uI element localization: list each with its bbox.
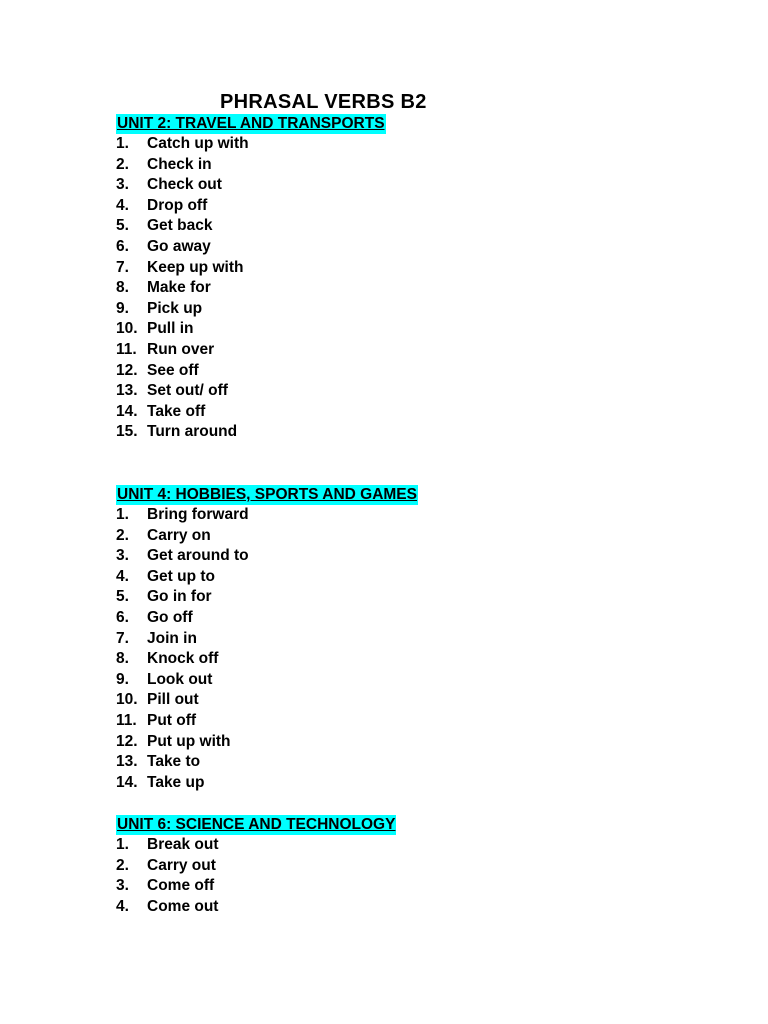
section-heading: UNIT 2: TRAVEL AND TRANSPORTS <box>117 115 385 132</box>
list-item-text: Put off <box>147 711 197 729</box>
list-item-number: 3. <box>116 176 129 194</box>
list-item-number: 4. <box>116 567 129 585</box>
section-heading: UNIT 6: SCIENCE AND TECHNOLOGY <box>117 816 396 833</box>
list-item-number: 9. <box>116 670 129 688</box>
list-item <box>116 856 676 877</box>
list-item-text: Bring forward <box>147 506 249 523</box>
list-item <box>116 752 676 773</box>
list-item-text: Check out <box>147 176 222 194</box>
list-item-number: 5. <box>116 588 129 606</box>
list-item <box>116 361 676 382</box>
phrasal-verb-list <box>116 835 676 917</box>
list-item-text: Come out <box>147 897 219 915</box>
list-item-text: Set out/ off <box>147 382 228 400</box>
list-item-text: Keep up with <box>147 258 244 276</box>
list-item-text: Drop off <box>147 196 208 214</box>
list-item-text: Pull in <box>147 320 194 338</box>
list-item <box>116 546 676 567</box>
list-item <box>116 587 676 608</box>
list-item-number: 10. <box>116 691 138 709</box>
list-item-text: Put up with <box>147 732 231 750</box>
list-item <box>116 897 676 918</box>
list-item-text: Go in for <box>147 588 212 606</box>
list-item-text: See off <box>147 361 199 379</box>
section-unit-6 <box>116 815 676 917</box>
list-item-text: Go off <box>147 608 193 626</box>
list-item-number: 10. <box>116 320 138 338</box>
list-item-text: Knock off <box>147 650 219 668</box>
list-item <box>116 876 676 897</box>
list-item <box>116 526 676 547</box>
list-item <box>116 835 676 856</box>
list-item-number: 2. <box>116 526 129 544</box>
list-item <box>116 278 676 299</box>
list-item <box>116 773 676 794</box>
list-item-text: Pill out <box>147 691 199 709</box>
list-item <box>116 629 676 650</box>
list-item-number: 8. <box>116 279 129 297</box>
list-item <box>116 299 676 320</box>
list-item-text: Get around to <box>147 547 249 565</box>
list-item <box>116 690 676 711</box>
list-item-text: Look out <box>147 670 213 688</box>
list-item-number: 5. <box>116 217 129 235</box>
list-item-text: Make for <box>147 279 211 297</box>
list-item-number: 1. <box>116 506 129 523</box>
list-item-number: 13. <box>116 382 138 400</box>
list-item-number: 8. <box>116 650 129 668</box>
list-item-text: Turn around <box>147 423 238 441</box>
list-item-text: Get back <box>147 217 213 235</box>
list-item-text: Carry on <box>147 526 211 544</box>
list-item-number: 1. <box>116 836 129 853</box>
list-item <box>116 216 676 237</box>
list-item-number: 14. <box>116 773 138 791</box>
list-item-text: Carry out <box>147 856 216 874</box>
list-item <box>116 402 676 423</box>
phrasal-verb-list <box>116 134 676 443</box>
list-item-text: Get up to <box>147 567 216 585</box>
list-item-number: 15. <box>116 423 138 441</box>
list-item-text: Join in <box>147 629 197 647</box>
list-item <box>116 237 676 258</box>
list-item-text: Take up <box>147 773 205 791</box>
list-item-text: Come off <box>147 877 215 895</box>
list-item <box>116 711 676 732</box>
list-item-number: 6. <box>116 608 129 626</box>
list-item-number: 12. <box>116 732 138 750</box>
list-item-number: 4. <box>116 196 129 214</box>
list-item-number: 11. <box>116 711 137 729</box>
list-item <box>116 422 676 443</box>
list-item <box>116 505 676 526</box>
list-item <box>116 258 676 279</box>
list-item-number: 13. <box>116 753 138 771</box>
list-item-number: 12. <box>116 361 138 379</box>
page-title: PHRASAL VERBS B2 <box>220 91 427 113</box>
list-item-text: Catch up with <box>147 135 249 152</box>
list-item-number: 3. <box>116 877 129 895</box>
list-item-number: 11. <box>116 340 137 358</box>
list-item-number: 4. <box>116 897 129 915</box>
list-item <box>116 319 676 340</box>
list-item-number: 3. <box>116 547 129 565</box>
list-item <box>116 381 676 402</box>
list-item <box>116 649 676 670</box>
list-item-number: 9. <box>116 299 129 317</box>
list-item <box>116 732 676 753</box>
list-item-number: 6. <box>116 237 129 255</box>
phrasal-verb-list <box>116 505 676 793</box>
list-item-number: 14. <box>116 402 138 420</box>
list-item <box>116 340 676 361</box>
list-item-text: Take off <box>147 402 206 420</box>
section-unit-4 <box>116 485 676 793</box>
list-item-text: Run over <box>147 340 215 358</box>
list-item-text: Break out <box>147 836 219 853</box>
list-item-text: Take to <box>147 753 201 771</box>
section-heading: UNIT 4: HOBBIES, SPORTS AND GAMES <box>117 486 417 503</box>
list-item <box>116 567 676 588</box>
list-item <box>116 670 676 691</box>
list-item <box>116 196 676 217</box>
list-item-number: 2. <box>116 155 129 173</box>
list-item-text: Go away <box>147 237 211 255</box>
list-item <box>116 134 676 155</box>
list-item-number: 1. <box>116 135 129 152</box>
list-item <box>116 175 676 196</box>
list-item <box>116 608 676 629</box>
list-item-text: Check in <box>147 155 212 173</box>
list-item <box>116 155 676 176</box>
list-item-number: 7. <box>116 258 129 276</box>
list-item-number: 7. <box>116 629 129 647</box>
section-unit-2 <box>116 114 676 443</box>
list-item-number: 2. <box>116 856 129 874</box>
list-item-text: Pick up <box>147 299 203 317</box>
